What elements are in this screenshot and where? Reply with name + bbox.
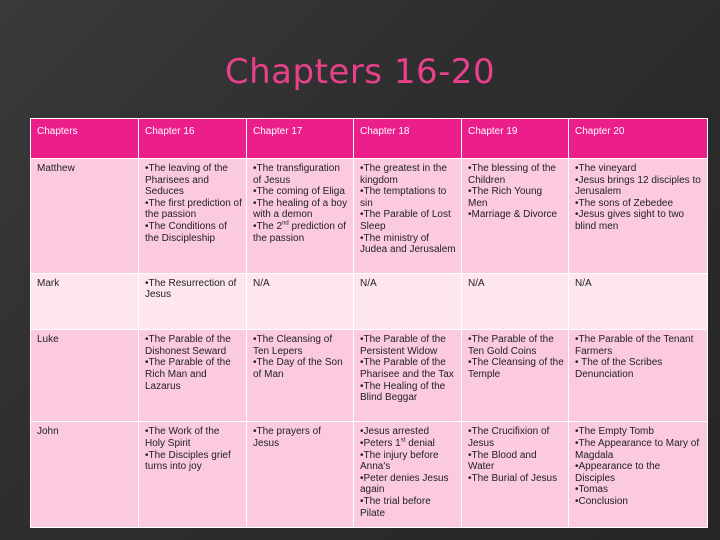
- cell-line: •The first prediction of the passion: [145, 197, 242, 221]
- cell-line: •Jesus arrested: [360, 426, 430, 438]
- table-row-luke: [31, 330, 708, 422]
- cell-line: •The Empty Tomb: [575, 426, 654, 438]
- table-cell: [139, 273, 247, 329]
- table-cell: [354, 422, 462, 528]
- gospel-cell-luke: Luke: [31, 330, 139, 422]
- header-chapters: Chapters: [31, 119, 139, 159]
- cell-line: N/A: [575, 277, 592, 289]
- table-cell: [139, 422, 247, 528]
- cell-line: •Marriage & Divorce: [468, 209, 558, 221]
- gospel-cell-mark: Mark: [31, 273, 139, 329]
- cell-line: N/A: [468, 277, 485, 289]
- cell-line: •The Blood and Water: [468, 449, 537, 473]
- cell-line: •Tomas: [575, 484, 608, 496]
- table-header-row: [31, 119, 708, 159]
- cell-line: •Appearance to the Disciples: [575, 461, 661, 484]
- cell-line: •The prayers of Jesus: [253, 426, 321, 450]
- cell-line: •Jesus brings 12 disciples to Jerusalem: [575, 174, 701, 198]
- table-row-matthew: [31, 159, 708, 274]
- table-row-john: [31, 422, 708, 528]
- cell-line: •The healing of a boy with a demon: [253, 197, 348, 221]
- cell-line: •The Cleansing of the Temple: [468, 357, 564, 380]
- cell-line: •Peters 1st denial: [360, 437, 435, 450]
- cell-line: •The Parable of the Persistent Widow: [360, 334, 446, 357]
- table-cell: [569, 273, 708, 329]
- table-row-mark: [31, 273, 708, 329]
- cell-line: •Conclusion: [575, 495, 628, 507]
- cell-line: •The injury before Anna's: [360, 449, 439, 473]
- header-chapter-18: Chapter 18: [354, 119, 462, 159]
- cell-line: •The Parable of the Pharisee and the Tax: [360, 357, 454, 380]
- cell-line: •The Burial of Jesus: [468, 472, 558, 484]
- cell-line: •The Healing of the Blind Beggar: [360, 380, 446, 404]
- cell-line: •The Resurrection of Jesus: [145, 277, 237, 301]
- cell-line: •The Disciples grief turns into joy: [145, 449, 231, 473]
- table-cell: [569, 159, 708, 274]
- slide-title: Chapters 16-20: [224, 52, 496, 92]
- cell-line: •The coming of Eliga: [253, 186, 345, 198]
- table-cell: [462, 273, 569, 329]
- header-chapter-17: Chapter 17: [247, 119, 354, 159]
- cell-line: •The transfiguration of Jesus: [253, 163, 340, 186]
- cell-line: •The Parable of the Dishonest Seward: [145, 334, 231, 357]
- table-cell: [354, 273, 462, 329]
- cell-line: •The temptations to sin: [360, 186, 447, 209]
- cell-line: •The ministry of Judea and Jerusalem: [360, 232, 456, 256]
- table-cell: [569, 330, 708, 422]
- cell-line: •The Work of the Holy Spirit: [145, 426, 220, 450]
- cell-line: •The vineyard: [575, 163, 637, 174]
- cell-line: •The Appearance to Mary of Magdala: [575, 438, 700, 461]
- cell-line: •The trial before Pilate: [360, 495, 431, 519]
- header-chapter-16: Chapter 16: [139, 119, 247, 159]
- cell-line: N/A: [253, 277, 270, 289]
- table-cell: [247, 159, 354, 274]
- header-chapter-19: Chapter 19: [462, 119, 569, 159]
- cell-line: N/A: [360, 277, 377, 289]
- table-cell: [462, 422, 569, 528]
- cell-line: •The Day of the Son of Man: [253, 357, 343, 380]
- cell-line: •The Cleansing of Ten Lepers: [253, 334, 333, 357]
- cell-line: •The blessing of the Children: [468, 163, 556, 186]
- table-cell: [354, 330, 462, 422]
- table-cell: [247, 422, 354, 528]
- cell-line: •The 2nd prediction of the passion: [253, 220, 347, 244]
- cell-line: •The Parable of Lost Sleep: [360, 209, 451, 232]
- cell-line: •The Parable of the Tenant Farmers: [575, 334, 694, 357]
- cell-line: •The Parable of the Rich Man and Lazarus: [145, 357, 231, 392]
- gospel-cell-matthew: Matthew: [31, 159, 139, 274]
- table-cell: [139, 159, 247, 274]
- table-cell: [462, 159, 569, 274]
- cell-line: •The Parable of the Ten Gold Coins: [468, 334, 554, 357]
- cell-line: •The Rich Young Men: [468, 186, 543, 209]
- table-cell: [462, 330, 569, 422]
- chapters-table-container: [30, 118, 707, 528]
- table-cell: [247, 330, 354, 422]
- gospel-cell-john: John: [31, 422, 139, 528]
- cell-line: •The Crucifixion of Jesus: [468, 426, 550, 450]
- cell-line: •The leaving of the Pharisees and Seduces: [145, 163, 228, 198]
- cell-line: •The greatest in the kingdom: [360, 163, 447, 186]
- cell-line: • The of the Scribes Denunciation: [575, 357, 663, 380]
- table-cell: [569, 422, 708, 528]
- cell-line: •The Conditions of the Discipleship: [145, 220, 227, 244]
- cell-line: •Peter denies Jesus again: [360, 472, 449, 496]
- table-cell: [139, 330, 247, 422]
- table-cell: [247, 273, 354, 329]
- table-cell: [354, 159, 462, 274]
- cell-line: •Jesus gives sight to two blind men: [575, 209, 685, 232]
- cell-line: •The sons of Zebedee: [575, 197, 674, 209]
- header-chapter-20: Chapter 20: [569, 119, 708, 159]
- chapters-table: [30, 118, 708, 528]
